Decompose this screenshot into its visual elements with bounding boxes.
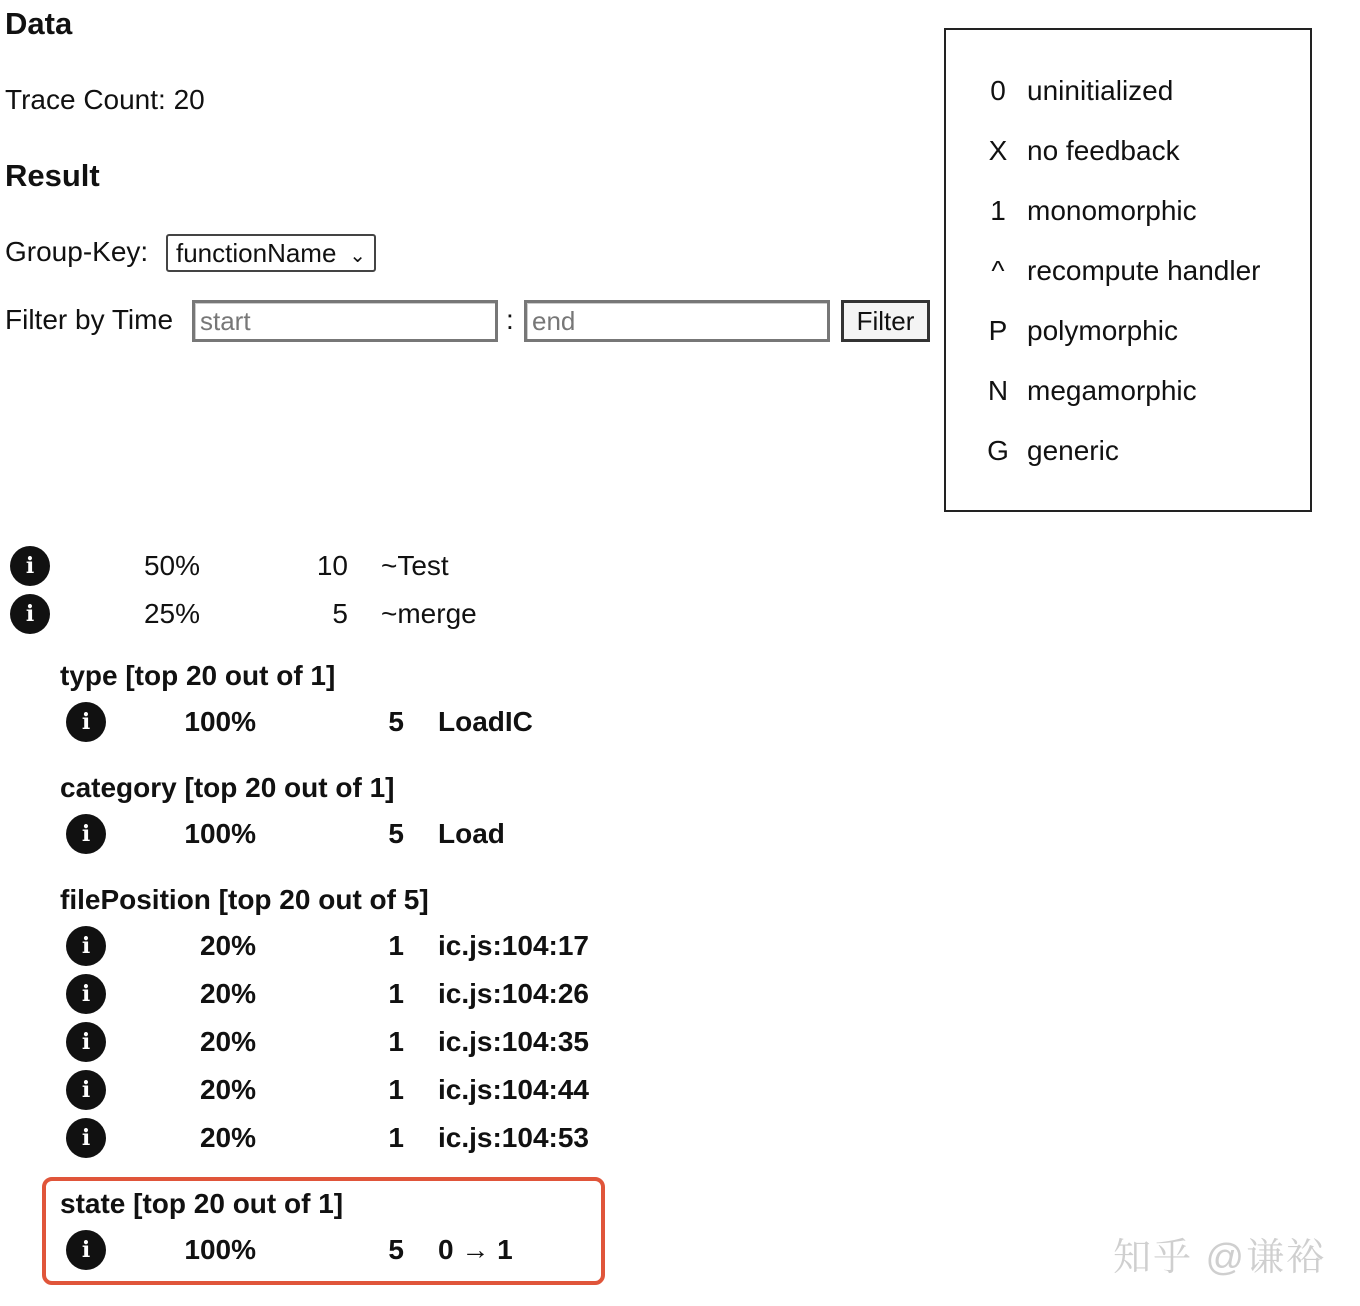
row-name[interactable]: ic.js:104:26	[438, 978, 589, 1009]
info-circle-icon[interactable]: i	[10, 546, 50, 586]
group-key-select[interactable]	[166, 234, 376, 272]
filter-start-input[interactable]	[192, 300, 498, 342]
info-circle-icon[interactable]: i	[66, 702, 106, 742]
row-name[interactable]: LoadIC	[438, 706, 533, 737]
row-count: 5	[388, 706, 404, 737]
legend-code: ^	[991, 255, 1005, 286]
info-circle-icon[interactable]: i	[66, 1230, 106, 1270]
row-count: 1	[388, 1026, 404, 1057]
row-count: 1	[388, 1074, 404, 1105]
info-circle-icon[interactable]: i	[66, 974, 106, 1014]
info-circle-icon[interactable]: i	[66, 1070, 106, 1110]
row-percent: 100%	[184, 706, 256, 737]
row-percent: 100%	[184, 818, 256, 849]
info-circle-icon[interactable]: i	[66, 814, 106, 854]
group-title-type: type [top 20 out of 1]	[60, 660, 336, 691]
row-name[interactable]: Load	[438, 818, 505, 849]
info-circle-icon[interactable]: i	[66, 1118, 106, 1158]
legend-desc: monomorphic	[1027, 195, 1197, 226]
row-count: 5	[388, 818, 404, 849]
legend-desc: recompute handler	[1027, 255, 1261, 286]
trace-count: Trace Count: 20	[5, 84, 205, 115]
filter-button[interactable]: Filter	[841, 300, 930, 342]
filter-separator: :	[506, 304, 514, 335]
legend-desc: megamorphic	[1027, 375, 1197, 406]
row-count: 1	[388, 930, 404, 961]
row-percent: 50%	[143, 550, 200, 581]
legend-code: P	[988, 315, 1008, 346]
filter-end-input[interactable]	[524, 300, 830, 342]
row-count: 1	[388, 1122, 404, 1153]
watermark: 知乎 @谦裕	[1113, 1237, 1327, 1279]
result-heading: Result	[5, 158, 100, 193]
row-percent: 25%	[143, 598, 200, 629]
legend-desc: generic	[1027, 435, 1119, 466]
legend-desc: polymorphic	[1027, 315, 1178, 346]
legend-code: 1	[990, 195, 1006, 226]
row-name[interactable]: ~merge	[381, 598, 477, 629]
row-percent: 20%	[199, 1026, 256, 1057]
group-key-value: functionName	[176, 237, 337, 268]
group-title-state: state [top 20 out of 1]	[60, 1188, 344, 1219]
legend-desc: uninitialized	[1027, 75, 1174, 106]
row-name[interactable]: ic.js:104:35	[438, 1026, 589, 1057]
info-circle-icon[interactable]: i	[66, 1022, 106, 1062]
legend-code: X	[988, 135, 1008, 166]
row-count: 5	[388, 1234, 404, 1265]
row-percent: 20%	[199, 1122, 256, 1153]
row-name[interactable]: ic.js:104:44	[438, 1074, 589, 1105]
data-heading: Data	[5, 6, 73, 41]
legend-desc: no feedback	[1027, 135, 1180, 166]
row-name[interactable]: ic.js:104:17	[438, 930, 589, 961]
group-title-category: category [top 20 out of 1]	[60, 772, 395, 803]
row-count: 5	[332, 598, 348, 629]
state-legend	[944, 28, 1312, 512]
filter-label: Filter by Time	[5, 304, 174, 335]
info-circle-icon[interactable]: i	[66, 926, 106, 966]
group-title-fileposition: filePosition [top 20 out of 5]	[60, 884, 429, 915]
legend-code: G	[987, 435, 1009, 466]
info-circle-icon[interactable]: i	[10, 594, 50, 634]
row-percent: 20%	[199, 1074, 256, 1105]
row-count: 1	[388, 978, 404, 1009]
row-name[interactable]: 0 → 1	[438, 1234, 513, 1265]
row-percent: 100%	[184, 1234, 256, 1265]
group-key-label: Group-Key:	[5, 236, 149, 267]
row-count: 10	[316, 550, 348, 581]
legend-code: N	[987, 375, 1009, 406]
row-percent: 20%	[199, 930, 256, 961]
row-percent: 20%	[199, 978, 256, 1009]
row-name[interactable]: ~Test	[381, 550, 449, 581]
legend-code: 0	[990, 75, 1006, 106]
row-name[interactable]: ic.js:104:53	[438, 1122, 589, 1153]
chevron-down-icon: ⌄	[349, 245, 366, 267]
